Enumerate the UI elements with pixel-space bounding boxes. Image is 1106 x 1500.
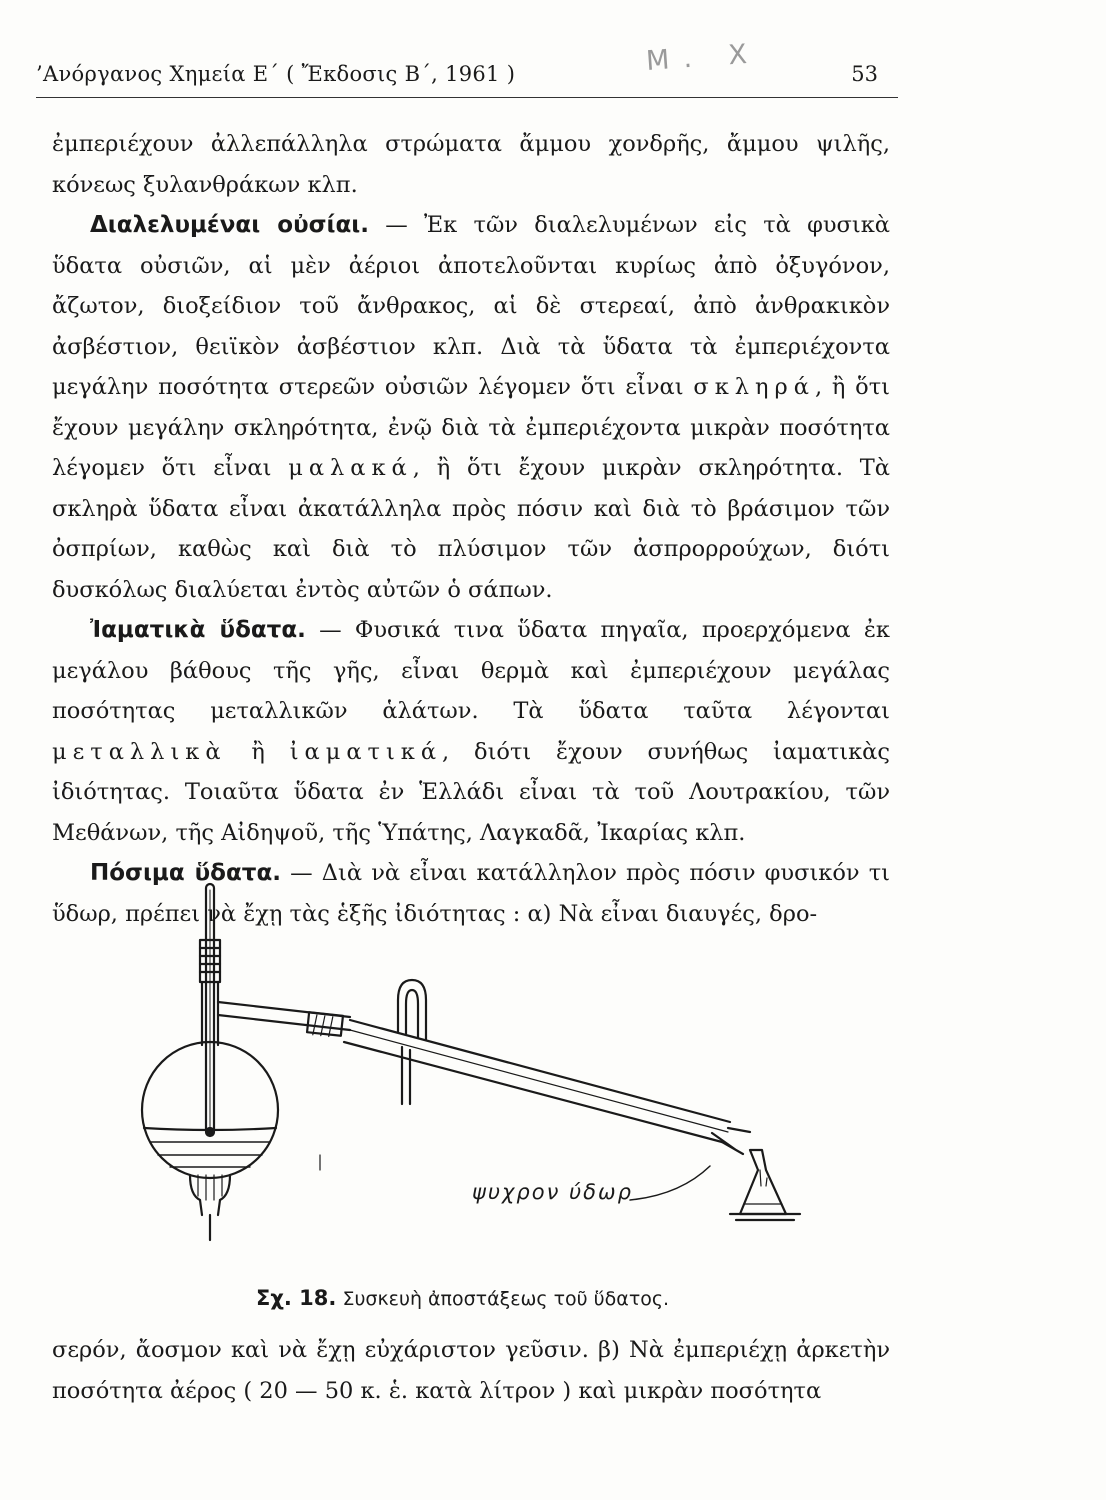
paragraph-text: , ἢ ὅτι ἔχουν μεγάλην σκληρότητα, ἐνῷ διὰ τὰ ἐμπεριέχοντα μικρὰν ποσότητα λέγομεν ὅτι εἶναι xyxy=(52,374,890,481)
running-header xyxy=(36,38,878,92)
side-arm xyxy=(218,1002,350,1030)
handwritten-label-cold-water: ψυχρον ύδωρ xyxy=(472,1180,633,1204)
term-healing-waters: Ἰαματικὰ ὕδατα. xyxy=(90,617,306,643)
caption-label: Σχ. 18. xyxy=(256,1286,337,1310)
figure-caption xyxy=(256,1286,669,1310)
thermometer xyxy=(206,884,214,1136)
paragraph-text: ἢ xyxy=(226,738,290,765)
condenser-connector xyxy=(307,1012,343,1036)
paragraph-healing-waters xyxy=(52,610,890,853)
emphasis-healing: ἰαματικά xyxy=(289,738,443,765)
term-drinking-water: Πόσιμα ὕδατα. xyxy=(90,860,281,886)
term-dissolved-substances: Διαλελυμέναι οὐσίαι. xyxy=(90,212,369,238)
paragraph-continuation: σερόν, ἄοσμον καὶ νὰ ἔχῃ εὐχάριστον γεῦσιν. β) Νὰ ἐμπεριέχῃ ἀρκετὴν ποσότητα ἀέρος ( 20 — 50 κ. ἑ. κατὰ λίτρον ) καὶ μικρὰν ποσότητα xyxy=(52,1337,890,1404)
paragraph-dissolved-substances xyxy=(52,205,890,610)
handwritten-annotation: Μ. Χ xyxy=(645,38,762,77)
liebig-condenser xyxy=(344,980,750,1154)
paragraph-continued: ἐμπεριέχουν ἀλλεπάλληλα στρώματα ἄμμου χονδρῆς, ἄμμου ψιλῆς, κόνεως ξυλανθράκων κλπ. xyxy=(52,131,890,198)
body-text-continued xyxy=(52,1330,890,1411)
emphasis-soft: μαλακά xyxy=(288,455,413,481)
paragraph-text: — Ἐκ τῶν διαλελυμένων εἰς τὰ φυσικὰ ὕδατα οὐσιῶν, αἱ μὲν ἀέριοι ἀποτελοῦνται κυρίως ἀπὸ ὀξυγόνον, ἄζωτον, διοξείδιον τοῦ ἄνθρακος, αἱ δὲ στερεαί, ἀπὸ ἀνθρακικὸν ἀσβέστιον, θειϊκὸν ἀσβέστιον κλπ. Διὰ τὰ ὕδατα τὰ ἐμπεριέχοντα μεγάλην ποσότητα στερεῶν οὐσιῶν λέγομεν ὅτι εἶναι xyxy=(52,212,890,400)
body-text xyxy=(52,124,890,934)
paragraph-text: , διότι ἔχουν συνήθως ἰαματικὰς ἰδιότητας. Τοιαῦτα ὕδατα ἐν Ἑλλάδι εἶναι τὰ τοῦ Λουτρακίου, τῶν Μεθάνων, τῆς Αἰδηψοῦ, τῆς Ὑπάτης, Λαγκαδᾶ, Ἰκαρίας κλπ. xyxy=(52,738,890,846)
distillation-figure xyxy=(140,870,920,1270)
emphasis-metallic: μεταλλικὰ xyxy=(52,738,227,765)
page-number: 53 xyxy=(851,62,878,86)
paragraph-text: — Φυσικά τινα ὕδατα πηγαῖα, προερχόμενα ἐκ μεγάλου βάθους τῆς γῆς, εἶναι θερμὰ καὶ ἐμπεριέχουν μεγάλας ποσότητας μεταλλικῶν ἁλάτων. Τὰ ὕδατα ταῦτα λέγονται xyxy=(52,617,890,724)
burner xyxy=(190,1175,230,1240)
caption-text: Συσκευὴ ἀποστάξεως τοῦ ὕδατος. xyxy=(342,1288,670,1310)
label-pointer xyxy=(630,1166,710,1200)
distillation-apparatus-drawing xyxy=(140,870,920,1270)
emphasis-hard: σκληρά xyxy=(693,374,815,400)
paragraph-text: , ἢ ὅτι ἔχουν μικρὰν σκληρότητα. Τὰ σκληρὰ ὕδατα εἶναι ἀκατάλληλα πρὸς πόσιν καὶ διὰ τὸ βράσιμον τῶν ὀσπρίων, καθὼς καὶ διὰ τὸ πλύσιμον τῶν ἀσπρορρούχων, διότι δυσκόλως διαλύεται ἐντὸς αὐτῶν ὁ σάπων. xyxy=(52,455,890,603)
header-title: ’Ανόργανος Χημεία Ε΄ ( Ἔκδοσις Β΄, 1961 ) xyxy=(36,62,516,86)
receiver-flask xyxy=(730,1150,800,1220)
header-rule xyxy=(36,97,898,98)
paragraph-text: — Διὰ νὰ εἶναι κατάλληλον πρὸς πόσιν φυσικόν τι ὕδωρ, πρέπει νὰ ἔχῃ τὰς ἑξῆς ἰδιότητας : α) Νὰ εἶναι διαυγές, δρο- xyxy=(52,860,890,927)
